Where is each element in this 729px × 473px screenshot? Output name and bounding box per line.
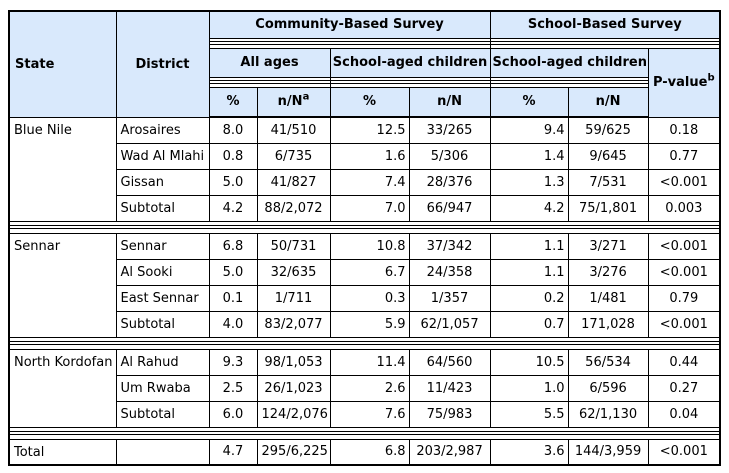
value-cell: 26/1,023 [257, 375, 330, 401]
value-cell: 6.7 [330, 259, 409, 285]
value-cell: 2.6 [330, 375, 409, 401]
value-cell: 1.1 [490, 259, 568, 285]
community-survey-header: Community-Based Survey [209, 11, 490, 38]
value-cell: 7.0 [330, 195, 409, 221]
value-cell: 5.9 [330, 311, 409, 337]
district-cell: Sennar [116, 233, 209, 259]
value-cell: 75/1,801 [568, 195, 648, 221]
value-cell: 56/534 [568, 349, 648, 375]
value-cell: 8.0 [209, 117, 257, 143]
table-row [9, 285, 720, 311]
value-cell: 75/983 [409, 401, 490, 427]
double-rule [490, 77, 648, 87]
value-cell: 7.4 [330, 169, 409, 195]
all-ages-header: All ages [209, 48, 330, 77]
separator-row [9, 221, 720, 233]
state-section [9, 233, 720, 337]
school-aged-community-header: School-aged children [330, 48, 490, 77]
value-cell: 62/1,130 [568, 401, 648, 427]
value-cell: 9.3 [209, 349, 257, 375]
value-cell: 0.3 [330, 285, 409, 311]
value-cell: 88/2,072 [257, 195, 330, 221]
value-cell: 1.1 [490, 233, 568, 259]
state-cell: Sennar [9, 233, 116, 337]
value-cell: 0.1 [209, 285, 257, 311]
n-over-n-footnote-mark: a [302, 91, 310, 103]
double-rule [209, 38, 490, 48]
double-rule [9, 427, 720, 439]
value-cell: 6.8 [330, 439, 409, 465]
value-cell: 83/2,077 [257, 311, 330, 337]
double-rule [9, 221, 720, 233]
state-section [9, 349, 720, 427]
n-over-n-header-all-ages [257, 87, 330, 117]
district-cell: Al Sooki [116, 259, 209, 285]
value-cell: 7.6 [330, 401, 409, 427]
value-cell: 171,028 [568, 311, 648, 337]
value-cell: 41/827 [257, 169, 330, 195]
district-cell: Subtotal [116, 311, 209, 337]
value-cell: 295/6,225 [257, 439, 330, 465]
percent-header-school-based: % [490, 87, 568, 117]
value-cell: 3/276 [568, 259, 648, 285]
p-value-cell: 0.27 [648, 375, 720, 401]
value-cell: 9.4 [490, 117, 568, 143]
table-row [9, 117, 720, 143]
separator-row [9, 337, 720, 349]
value-cell: 33/265 [409, 117, 490, 143]
value-cell: 144/3,959 [568, 439, 648, 465]
value-cell: 7/531 [568, 169, 648, 195]
p-value-cell: <0.001 [648, 233, 720, 259]
p-value-cell: <0.001 [648, 439, 720, 465]
section-separator [9, 221, 720, 233]
separator-row [9, 427, 720, 439]
p-value-cell: 0.04 [648, 401, 720, 427]
value-cell: 11.4 [330, 349, 409, 375]
district-cell: Wad Al Mlahi [116, 143, 209, 169]
p-value-cell: <0.001 [648, 311, 720, 337]
value-cell: 10.8 [330, 233, 409, 259]
value-cell: 3.6 [490, 439, 568, 465]
value-cell: 5/306 [409, 143, 490, 169]
district-cell: Al Rahud [116, 349, 209, 375]
table-row [9, 143, 720, 169]
district-cell: Arosaires [116, 117, 209, 143]
value-cell: 1.6 [330, 143, 409, 169]
district-column-header: District [116, 11, 209, 117]
value-cell: 1/357 [409, 285, 490, 311]
value-cell: 32/635 [257, 259, 330, 285]
table-row [9, 169, 720, 195]
state-cell: Blue Nile [9, 117, 116, 221]
p-value-cell: 0.003 [648, 195, 720, 221]
section-separator [9, 337, 720, 349]
p-value-cell: <0.001 [648, 169, 720, 195]
value-cell: 66/947 [409, 195, 490, 221]
table-header [9, 11, 720, 117]
table-row [9, 311, 720, 337]
value-cell: 124/2,076 [257, 401, 330, 427]
value-cell: 10.5 [490, 349, 568, 375]
p-value-cell: <0.001 [648, 259, 720, 285]
n-over-n-label: n/N [277, 94, 303, 110]
district-cell: East Sennar [116, 285, 209, 311]
value-cell: 203/2,987 [409, 439, 490, 465]
section-separator [9, 427, 720, 439]
percent-header-all-ages: % [209, 87, 257, 117]
value-cell: 50/731 [257, 233, 330, 259]
total-row [9, 439, 720, 465]
value-cell: 28/376 [409, 169, 490, 195]
value-cell: 41/510 [257, 117, 330, 143]
value-cell: 0.8 [209, 143, 257, 169]
value-cell: 4.0 [209, 311, 257, 337]
district-cell: Gissan [116, 169, 209, 195]
state-column-header: State [9, 11, 116, 117]
school-survey-header: School-Based Survey [490, 11, 720, 38]
double-rule [209, 77, 330, 87]
value-cell: 1.0 [490, 375, 568, 401]
value-cell: 3/271 [568, 233, 648, 259]
table-row [9, 233, 720, 259]
double-rule [490, 38, 720, 48]
value-cell: 4.2 [490, 195, 568, 221]
value-cell: 6.0 [209, 401, 257, 427]
value-cell: 2.5 [209, 375, 257, 401]
double-rule [330, 77, 490, 87]
table-row [9, 259, 720, 285]
value-cell: 5.5 [490, 401, 568, 427]
p-value-cell: 0.44 [648, 349, 720, 375]
value-cell: 0.7 [490, 311, 568, 337]
n-over-n-header-community-school-aged: n/N [409, 87, 490, 117]
value-cell: 37/342 [409, 233, 490, 259]
value-cell: 6/735 [257, 143, 330, 169]
p-value-cell: 0.77 [648, 143, 720, 169]
value-cell: 98/1,053 [257, 349, 330, 375]
n-over-n-header-school-based: n/N [568, 87, 648, 117]
survey-table [8, 10, 721, 466]
value-cell: 12.5 [330, 117, 409, 143]
value-cell: 1/481 [568, 285, 648, 311]
value-cell: 4.2 [209, 195, 257, 221]
district-cell: Subtotal [116, 401, 209, 427]
value-cell: 6/596 [568, 375, 648, 401]
table-row [9, 349, 720, 375]
value-cell: 6.8 [209, 233, 257, 259]
p-value-label: P-value [652, 75, 708, 90]
table-row [9, 375, 720, 401]
p-value-cell: 0.79 [648, 285, 720, 311]
value-cell: 59/625 [568, 117, 648, 143]
header-row-groups [9, 11, 720, 38]
p-value-header [648, 48, 720, 117]
value-cell: 0.2 [490, 285, 568, 311]
value-cell: 5.0 [209, 169, 257, 195]
table-row [9, 401, 720, 427]
total-section [9, 439, 720, 465]
district-cell: Subtotal [116, 195, 209, 221]
district-cell [116, 439, 209, 465]
value-cell: 1.3 [490, 169, 568, 195]
school-aged-school-header: School-aged children [490, 48, 648, 77]
value-cell: 62/1,057 [409, 311, 490, 337]
state-cell: North Kordofan [9, 349, 116, 427]
district-cell: Um Rwaba [116, 375, 209, 401]
value-cell: 1/711 [257, 285, 330, 311]
value-cell: 64/560 [409, 349, 490, 375]
percent-header-community-school-aged: % [330, 87, 409, 117]
table-row [9, 195, 720, 221]
total-label-cell: Total [9, 439, 116, 465]
value-cell: 24/358 [409, 259, 490, 285]
p-value-footnote-mark: b [707, 72, 715, 84]
value-cell: 4.7 [209, 439, 257, 465]
value-cell: 1.4 [490, 143, 568, 169]
value-cell: 11/423 [409, 375, 490, 401]
state-section [9, 117, 720, 221]
p-value-cell: 0.18 [648, 117, 720, 143]
value-cell: 9/645 [568, 143, 648, 169]
double-rule [9, 337, 720, 349]
value-cell: 5.0 [209, 259, 257, 285]
